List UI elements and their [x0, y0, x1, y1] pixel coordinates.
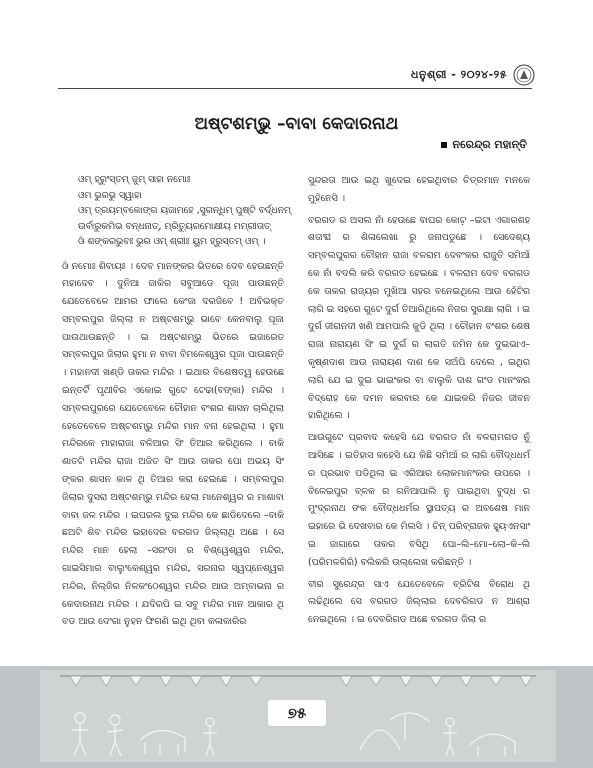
left-column [62, 172, 291, 635]
author-byline [441, 138, 527, 152]
header-rule [58, 88, 532, 89]
body-paragraph: ଓଁ ନମୋଃ ଶିବାୟଃ । ଦେବ ମାନଙ୍କର ଭିତରେ ଦେବ ହେଉଛନ୍ତି ମହାଦେବ । ଦୁନିଆ ଜାକିର ସବୁଆଡେ ପୂଜା ପାଉଛନ୍ତି ଯେତେବେଳେ ଆମର ଫାଲେ କେଂଜା ଦରଜିବେ ! ଅବିଭକ୍ତ ସମ୍ବଲପୁର ଜିଲ୍ଲା ନ ଅଷ୍ଟଶମ୍ଭୁ ଭାବେ କେନବାଲୁ ପୂଜା ପାଉଥାଉଛନ୍ତି । ଇ ଅଷ୍ଟଶମ୍ଭୁ ଭିତରେ ଇଜାରେତ ସମ୍ବଲପୁର ଜିଲାର ହୁମା ନ ବାବା ବିମଳେଶ୍ୱର ପୂଜା ପାଉଛନ୍ତି । ମହାନଦୀ ଖଣ୍ଡି ତାକର ମନ୍ଦିର । ଇଥାର ବିଶେଷତ୍ୱ ହେଉଛେ ଇନ୍ତର୍ଟି ପୃଥୀବିର ଏକୋଇ ଗୁଟେ ଟେଢା(ବଙ୍କା) ମନ୍ଦିର । ସମ୍ବଲପୁରରେ ଯେତେବେଳେ ଚୌହାନ ବଂଶର ଶାସନ ଚାଲିଥିଲା ହେତେବେଳେ ଅଷ୍ଟଶମ୍ଭୁ ମନ୍ଦିର ମାନ ବନା ହେଇଥିଲା । ହୁମା ମନ୍ଦିରକେ ମାହାରାଜା ବଳିଆର ସିଂ ତିଆର କରିଥିଲେ । ବାକି ଶାତଟି ମନ୍ଦିର ରାଜା ଅଜିତ ସିଂ ଆଉ ତାକର ପୋ ଅଭୟ ସିଂ ଙ୍କର ଶାସନ କାଳ ଥି ତିଆର କରା ହେଇଛେ । ସମ୍ବଲପୁର ଜିଲାର ଦୁସରା ଅଷ୍ଟଶମ୍ଭୁ ମନ୍ଦିର ହେଲା ମାନେଶ୍ୱର ର ମାଶାବା ବାବା ଜଳ ମନ୍ଦିର । ଇପରଲ ଦୁଇ ମନ୍ଦିର କେ ଛାଡିଦେଲେ –ବାକି ଛଅଟି ଶିବ ମନ୍ଦିର ଇହାଦେର ବରଗଡ ଜିଲ୍ଲାଥି ଅଛେ । ସେ ମନ୍ଦିର ମାନ ହେଲା –ସରଂଡା ର ବିଶ୍ୱେଶ୍ୱର ମନ୍ଦିର, ଗାଇସିମାର ବାଲୁଂକେଶ୍ୱର ମନ୍ଦିର, ସରନାର ସ୍ୱପ୍ନେଶ୍ୱର ମନ୍ଦିର, ନିଲ୍ଜିର ନିଳକଂଠେଶ୍ୱର ମନ୍ଦିର ଆଉ ଅମ୍ବାଭନା ର କେଦାରନାଥ ମନ୍ଦିର । ଯଦିରପି ଇ ସବୁ ମନ୍ଦିର ମାନ ଆକାର ଥି ବଡ ଆଉ ଦେଂଗା ନୁହନ ଫିଗଣି ଇଥି ଥିବା କଳାକାରିର [62, 260, 284, 628]
author-name: ନରେନ୍ଦ୍ର ମହାନ୍ତି [452, 138, 527, 151]
article-title: ଅଷ୍ଟଶମ୍ଭୁ –ବାବା କେଦାରନାଥ [194, 114, 399, 134]
mantra-line: ଓମ୍ ତ୍ରୟମ୍ବକୋଙ୍ଗ ୟଜାମହେ ,ସୁଗନ୍ଧିମ୍ ପୁଷ୍ଟି ବର୍ଦ୍ଧନମ୍ [78, 205, 291, 216]
body-paragraph: ବରଗଡ ର ଅସଲ ନାଁ ହେଉଛେ ବାଘର କୋଟ଼ –ଇଟା ଏଗାରଶହ ଶତାବ୍ଦୀ ର ଶିଳାଲେଖା ରୁ ଜନାପଡୁଛେ । ସେଦେଶ୍ୟ ସମ୍ବଲପୁରର ଚୌହାନ ରାଜା ବଳରାମ ଦେବଂକର ରାଜୁତି ସମିଆଁ କେ ନାଁ ବଦଲି କରି ବରଗଡ ହେଇଛେ । ବଳରାମ ଦେବ ବରଗଡ କେ ତାକର ରାଜ୍ୟର ମୁଖିଆ ସହର ବନେଇଥିଲେ ଆଉ ହେଁଟିର ଲାଗି ଇ ସହରେ ଗୁଟେ ଦୁର୍ଗ ତିଆରିଥିଲେ ନିଜର ସୁରକ୍ଷା ଲାଗି । ଇ ଦୁର୍ଗ ଜୀରାନଦୀ ଖଣି ଆମପାଲି କୁଡି ଥିଲା । ଚୌହାନ ବଂଶର ଶେଷ ରାଜା ନାରାୟଣ ସିଂ ଇ ଦୁର୍ଗ ର ଲାଗତି ଜମିନ କେ ଦୁଇଭାଏ–କୃଷ୍ଣଦାଶ ଆଉ ନାରାୟଣ ଦାଶ କେ ସଅଁପି ଦେଲେ , ଇଥିର ଲାଗି ଯେ ଇ ଦୁଇ ଭାଇଂକର ବା ବାଲୁକି ଦାଶ ଗଂଡ ମାନଂକର ବିଦ୍ରୋହ କେ ଦମନ କରବାର କେ ଯାଇକରି ନିଜର ଜୀବନ ହାରିଥିଲେ । [308, 214, 530, 422]
header-title: ଧନୁଶ୍ରୀ - ୨୦୨୪-୨୫ [410, 68, 507, 81]
mantra-line: ଉର୍ବାରୁକମିଭ ବନ୍ଧନାତ୍, ମ୍ରିତ୍ୟୁରମୋକ୍ଷୀୟ ମମ୍ରୀତାତ୍ [78, 220, 271, 232]
mantra-line: ଓମ୍ ହ୍ରୁଂସ୍ତମ୍ ଜୁମ୍ ସାହା ନମୋଃ [78, 174, 191, 185]
temple-emblem-icon [513, 64, 535, 86]
running-header [411, 64, 535, 86]
page-number: ୭୫ [268, 700, 326, 726]
mantra-line: ଓଁ ଶଙ୍କରଭୁବଃ ଭୁର ଓମ୍ ଶ୍ରୀଃ ୟୁମ ହ୍ରୁସ୍ତମ୍ ଓମ୍ । [78, 236, 266, 247]
right-column [308, 172, 530, 633]
body-paragraph: ଆଉଗୁଟେ ପ୍ରବାଦ କହେସି ଯେ ବରଗଡ ନାଁ ବଳରାମଗଡ ନୁଁ ଆସିଛେ । ଇତିହାସ କହେସି ଯେ କିଛି ସମିଆଁ ର ଲାଗି ବୌଦ୍ଧଧର୍ମ ର ପ୍ରଭାବ ପଡିଥିଲା ଇ ଏରିଆର ଲୋକମାନଂକର ଉପରେ । ବିଳେଇପୁର ବ୍ଳକ ର ଗନିଆପାଲି ନୁ ପାଇଥିବା ବୁଦ୍ଧ ର ମୁଂଦ୍ରନାଥ ଙକ ବୌଦ୍ଧଧର୍ମର ସ୍ଥାପତ୍ୟ ର ଅବଶେଷ ମାନ ଇହାରେ ଭି ଦେଖବାର କେ ମିଲସି । ଚିନ୍ ପରିବ୍ରାଜକ ହ୍ୟୁଏନସାଂ ଇ ଜାଗାରେ ତାକର ବସିଥି ପୋ–ଲି–ମୋ–ଲୋ–କି–ଲି (ପରିମଳଗିରି) ବଲିକରି ଉଲ୍ଲେଖ କରିଛନ୍ତି । [308, 432, 530, 568]
mantra-line: ଓମ ଭୁରଭୁ ସ୍ୱାହା [78, 189, 142, 201]
mantra-block [62, 172, 291, 250]
bunting-decoration-icon [60, 674, 536, 688]
body-paragraph: ବୀର ସୁରେନ୍ଦ୍ର ସାଏ ଯେତେବେଳେ ବ୍ରିଟିଶ ବିରୋଧ ଥି ଲଢିଥିଲେ ସେ ବରଗଡ ଜିଲ୍ଲାର ଦେବରିଗଡ ନ ଆଶ୍ରା ନେଇଥିଲେ । ଇ ଦେବରିଗଡ ଅଛେ ବରଗଡ ଜିଲା ର [308, 578, 530, 626]
body-paragraph: ସୁନ୍ଦରତା ଆଉ ଇଥି ଖୁଦେଇ ହେଇଥିବାର ଚିତ୍ରମାନ ମନକେ ମୁହିନେସି । [308, 175, 530, 204]
square-bullet-icon [441, 142, 447, 148]
